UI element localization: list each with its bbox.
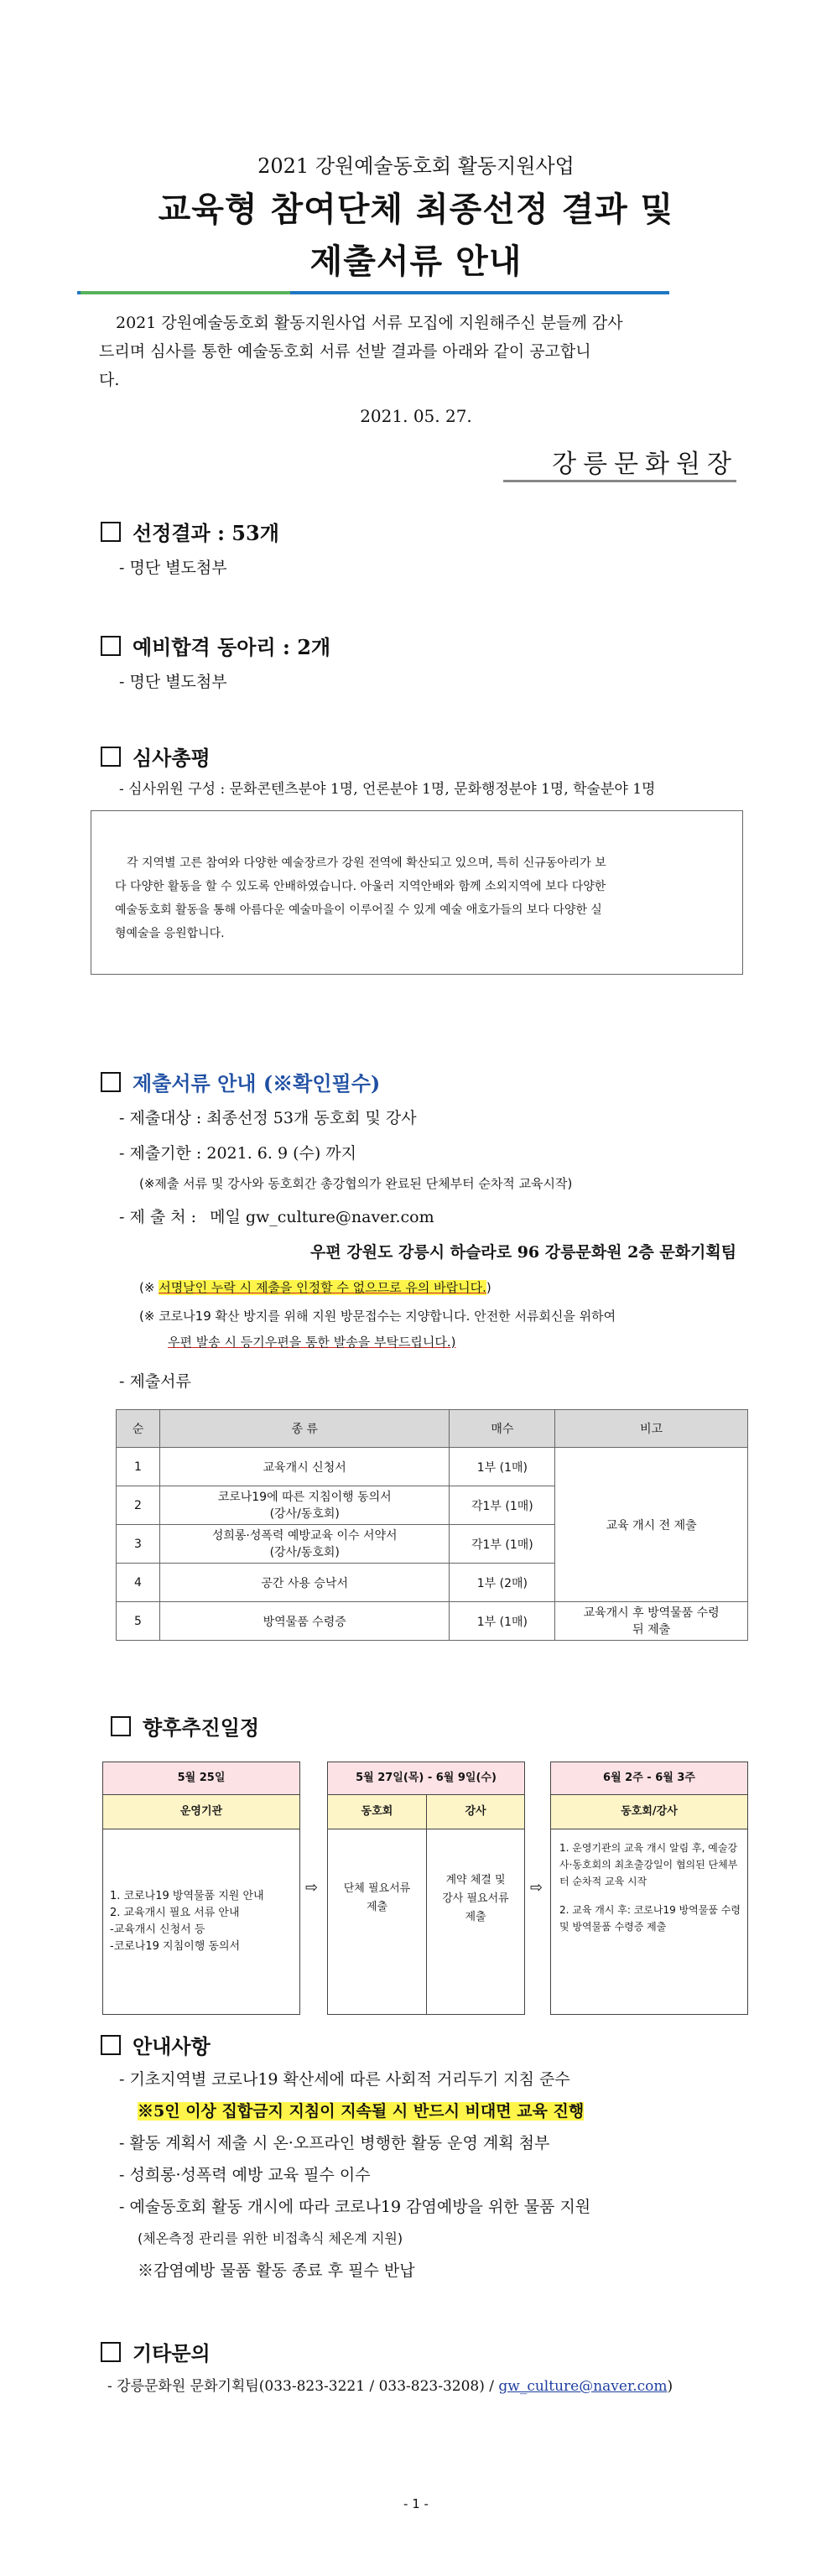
highlight-text: ※5인 이상 집합금지 지침이 지속될 시 반드시 비대면 교육 진행: [138, 2102, 585, 2121]
schedule-date: 5월 27일(목) - 6월 9일(수): [328, 1762, 524, 1795]
submission-deadline-note: (※제출 서류 및 강사와 동호회간 총강협의가 완료된 단체부터 순차적 교육시작): [139, 1176, 573, 1191]
note-prefix: (※: [139, 1280, 159, 1295]
note-line: (※ 코로나19 확산 방지를 위해 지원 방문접수는 지양합니다. 안전한 서류회신을 위하여: [139, 1309, 616, 1324]
schedule-subcol: [427, 1795, 524, 2015]
column-header: 순: [117, 1410, 160, 1448]
section-title: 제출서류 안내 (※확인필수): [133, 1071, 381, 1095]
cell-count: 각1부 (1매): [450, 1525, 555, 1564]
intro-line: 2021 강원예술동호회 활동지원사업 서류 모집에 지원해주신 분들께 감사: [116, 314, 623, 332]
page-title-line1: 교육형 참여단체 최종선정 결과 및: [158, 190, 674, 229]
notice-sub: (체온측정 관리를 위한 비접촉식 체온계 지원): [138, 2230, 403, 2246]
arrow-right-icon: ⇨: [530, 1879, 543, 1897]
cell-kind: 성희롱·성폭력 예방교육 이수 서약서 (강사/동호회): [159, 1525, 450, 1564]
notice-sub: ※감염예방 물품 활동 종료 후 필수 반납: [138, 2261, 415, 2280]
cell-count: 각1부 (1매): [450, 1486, 555, 1525]
arrow-right-icon: ⇨: [305, 1879, 319, 1897]
documents-table: [116, 1409, 748, 1641]
schedule-org: 운영기관: [103, 1795, 299, 1829]
schedule-org: 강사: [427, 1795, 524, 1829]
review-line: 예술동호회 활동을 통해 아름다운 예술마을이 이루어질 수 있게 예술 애호가들의 보다 다양한 실: [115, 903, 602, 917]
cell-count: 1부 (2매): [450, 1564, 555, 1602]
notice-item: - 예술동호회 활동 개시에 따라 코로나19 감염예방을 위한 물품 지원: [119, 2198, 591, 2216]
table-row: [117, 1602, 748, 1641]
section-selection-heading: [101, 517, 279, 546]
cell-no: 4: [117, 1564, 160, 1602]
section-review-heading: [101, 742, 211, 771]
cell-kind: 교육개시 신청서: [159, 1448, 450, 1486]
column-header: 비고: [555, 1410, 748, 1448]
notice-item: - 활동 계획서 제출 시 온·오프라인 병행한 활동 운영 계획 첨부: [119, 2134, 550, 2152]
review-line: 형예술을 응원합니다.: [115, 927, 225, 940]
section-item: - 심사위원 구성 : 문화콘텐츠분야 1명, 언론분야 1명, 문화행정분야 1명, 학술분야 1명: [119, 781, 656, 798]
cell-no: 3: [117, 1525, 160, 1564]
notice-item-highlight: [138, 2099, 584, 2121]
cell-no: 1: [117, 1448, 160, 1486]
table-header-row: [117, 1410, 748, 1448]
schedule-step: 1. 운영기관의 교육 개시 알림 후, 예술강사·동호회의 최초출강일이 협의된 단체부터 순차적 교육 시작: [559, 1842, 738, 1887]
schedule-date: 5월 25일: [103, 1762, 299, 1795]
schedule-split: [328, 1795, 524, 2015]
checkbox-square-icon: [101, 2342, 121, 2362]
section-reserve-heading: [101, 631, 330, 660]
section-item: - 명단 별도첨부: [119, 559, 227, 577]
title-rule-green: [81, 291, 290, 294]
cell-kind: 방역물품 수령증: [159, 1602, 450, 1641]
where-label: - 제 출 처 :: [119, 1208, 197, 1226]
checkbox-square-icon: [111, 1716, 131, 1736]
schedule-col-1: [102, 1762, 300, 2015]
cell-kind: 공간 사용 승낙서: [159, 1564, 450, 1602]
schedule-col-2: [327, 1762, 525, 2015]
section-item: - 명단 별도첨부: [119, 673, 227, 691]
page-number: - 1 -: [403, 2496, 429, 2511]
schedule-body: 계약 체결 및 강사 필요서류 제출: [442, 1874, 509, 1923]
table-row: [117, 1448, 748, 1486]
section-title: 향후추진일정: [143, 1715, 260, 1740]
cell-note: 교육개시 후 방역물품 수령 뒤 제출: [555, 1602, 748, 1641]
intro-line: 다.: [99, 371, 120, 389]
where-post: 우편 강원도 강릉시 하슬라로 96 강릉문화원 2층 문화기획팀: [310, 1243, 737, 1262]
schedule-col-3: [550, 1762, 748, 2015]
schedule-body: [551, 1829, 747, 1935]
review-line: 다 다양한 활동을 할 수 있도록 안배하였습니다. 아울러 지역안배와 함께 소외지역에 보다 다양한: [115, 880, 606, 893]
section-title: 심사총평: [133, 746, 211, 770]
page-title-line2: 제출서류 안내: [309, 242, 523, 281]
schedule-org: 동호회/강사: [551, 1795, 747, 1829]
intro-line: 드리며 심사를 통한 예술동호회 서류 선발 결과를 아래와 같이 공고합니: [99, 342, 591, 361]
note-line: 우편 발송 시 등기우편을 통한 발송을 부탁드립니다.): [168, 1335, 456, 1350]
cell-kind: 코로나19에 따른 지침이행 동의서 (강사/동호회): [159, 1486, 450, 1525]
submission-docs-label: - 제출서류: [119, 1372, 191, 1391]
section-contact-heading: [101, 2337, 211, 2366]
notice-item: - 기초지역별 코로나19 확산세에 따른 사회적 거리두기 지침 준수: [119, 2070, 570, 2089]
section-submission-heading: [101, 1067, 380, 1096]
signer-name: 강릉문화원장: [552, 450, 738, 479]
submission-note-2: [139, 1307, 616, 1350]
checkbox-square-icon: [101, 747, 121, 767]
section-title: 기타문의: [133, 2341, 211, 2365]
intro-paragraph: [99, 309, 738, 394]
cell-no: 5: [117, 1602, 160, 1641]
review-summary-box: [91, 810, 743, 975]
cell-count: 1부 (1매): [450, 1448, 555, 1486]
checkbox-square-icon: [101, 636, 121, 656]
contact-text: - 강릉문화원 문화기획팀(033-823-3221 / 033-823-3208) /: [107, 2378, 499, 2395]
signer-underline: [503, 480, 736, 482]
checkbox-square-icon: [101, 1072, 121, 1092]
contact-item: [107, 2374, 673, 2395]
contact-suffix: ): [667, 2378, 673, 2395]
schedule-body: 단체 필요서류 제출: [343, 1882, 411, 1913]
schedule-body: 1. 코로나19 방역물품 지원 안내 2. 교육개시 필요 서류 안내 -교육개시 신청서 등 -코로나19 지침이행 동의서: [110, 1890, 264, 1953]
notice-item: - 성희롱·성폭력 예방 교육 필수 이수: [119, 2166, 371, 2184]
column-header: 매수: [450, 1410, 555, 1448]
contact-email-link[interactable]: gw_culture@naver.com: [498, 2378, 668, 2395]
schedule-step: 2. 교육 개시 후: 코로나19 방역물품 수령 및 방역물품 수령증 제출: [559, 1904, 741, 1933]
page-subtitle: 2021 강원예술동호회 활동지원사업: [257, 154, 575, 178]
column-header: 종 류: [159, 1410, 450, 1448]
section-title: 선정결과 : 53개: [133, 521, 279, 545]
cell-no: 2: [117, 1486, 160, 1525]
review-line: 각 지역별 고른 참여와 다양한 예술장르가 강원 전역에 확산되고 있으며, 특히 신규동아리가 보: [127, 856, 606, 870]
schedule-date: 6월 2주 - 6월 3주: [551, 1762, 747, 1795]
section-notice-heading: [101, 2030, 211, 2059]
cell-note-merged: 교육 개시 전 제출: [555, 1448, 748, 1602]
schedule-org: 동호회: [328, 1795, 426, 1829]
section-title: 예비합격 동아리 : 2개: [133, 635, 331, 659]
checkbox-square-icon: [101, 522, 121, 542]
schedule-subcol: [328, 1795, 427, 2015]
notice-date: 2021. 05. 27.: [360, 406, 472, 426]
submission-target: - 제출대상 : 최종선정 53개 동호회 및 강사: [119, 1109, 417, 1127]
note-highlight: 서명날인 누락 시 제출을 인정할 수 없으므로 유의 바랍니다.: [159, 1280, 486, 1295]
section-title: 안내사항: [133, 2034, 211, 2058]
cell-count: 1부 (1매): [450, 1602, 555, 1641]
section-schedule-heading: [111, 1711, 259, 1741]
where-mail: 메일 gw_culture@naver.com: [210, 1208, 434, 1226]
submission-deadline: - 제출기한 : 2021. 6. 9 (수) 까지: [119, 1144, 357, 1163]
submission-note-1: [139, 1278, 491, 1296]
note-suffix: ): [486, 1280, 491, 1295]
checkbox-square-icon: [101, 2035, 121, 2055]
submission-where: [119, 1205, 434, 1227]
